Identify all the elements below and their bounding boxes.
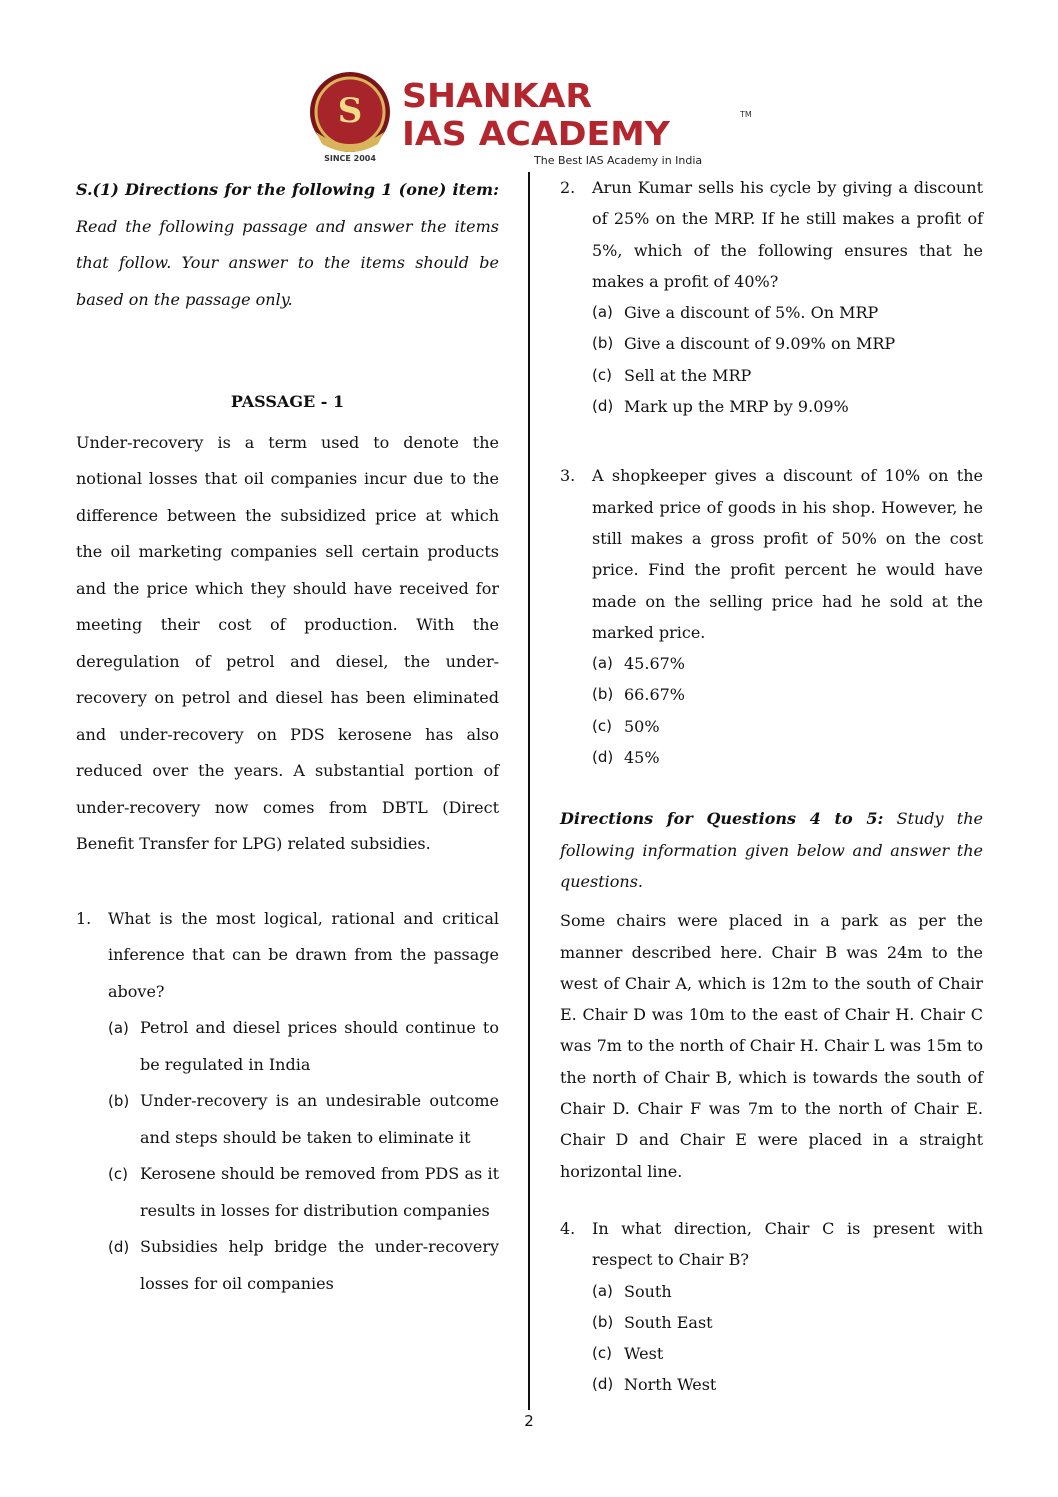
- option-label: (b): [592, 334, 614, 353]
- question-text: A shopkeeper gives a discount of 10% on the marked price of goods in his shop. However, he still makes a gross profit of 50% on the cost price. Find the profit percent he would have made on the selling price had he sold at the marked price.: [592, 466, 983, 642]
- option-text: Kerosene should be removed from PDS as it results in losses for distribution companies: [140, 1164, 499, 1220]
- option-label: (c): [592, 716, 612, 735]
- option-d: [592, 1369, 983, 1400]
- page-number: 2: [524, 1412, 534, 1430]
- option-label: (d): [592, 748, 614, 767]
- option-text: 66.67%: [624, 685, 686, 705]
- option-d: [592, 391, 983, 422]
- directions-label: Directions for Questions 4 to 5:: [560, 809, 884, 829]
- option-b: [592, 679, 983, 710]
- question-3: [560, 460, 983, 773]
- option-a: [592, 648, 983, 679]
- directions-text: Study the following information given below and answer the questions.: [560, 809, 984, 891]
- emblem-letter: S: [337, 91, 363, 131]
- right-column: [560, 172, 983, 1401]
- question-number: 3.: [560, 466, 576, 486]
- option-label: (d): [108, 1238, 130, 1256]
- option-label: (c): [108, 1165, 128, 1183]
- option-c: [592, 711, 983, 742]
- option-label: (c): [592, 1344, 612, 1363]
- emblem-seal-icon: [306, 70, 394, 154]
- option-a: [592, 1276, 983, 1307]
- question-text: What is the most logical, rational and critical inference that can be drawn from the passage above?: [108, 908, 499, 1001]
- question-text: In what direction, Chair C is present with respect to Chair B?: [592, 1218, 983, 1270]
- passage-title: PASSAGE - 1: [230, 392, 345, 411]
- option-text: Give a discount of 5%. On MRP: [624, 303, 879, 323]
- option-b: [108, 1083, 499, 1156]
- option-text: 45.67%: [624, 654, 686, 674]
- option-text: Under-recovery is an undesirable outcome and steps should be taken to eliminate it: [140, 1091, 499, 1147]
- passage-text: Under-recovery is a term used to denote the notional losses that oil companies incur due to the difference between the subsidized price at which the oil marketing companies sell certain products and the price which they should have received for meeting their cost of production. With the deregulation of petrol and diesel, the under-recovery on petrol and diesel has been eliminated and under-recovery on PDS kerosene has also reduced over the years. A substantial portion of under-recovery now comes from DBTL (Direct Benefit Transfer for LPG) related subsidies.: [76, 432, 499, 853]
- option-text: South: [624, 1281, 672, 1301]
- option-label: (d): [592, 1375, 614, 1394]
- option-text: Petrol and diesel prices should continue to be regulated in India: [140, 1018, 499, 1074]
- option-text: Give a discount of 9.09% on MRP: [624, 334, 896, 354]
- option-text: Mark up the MRP by 9.09%: [624, 397, 849, 417]
- option-b: [592, 328, 983, 359]
- since-label: SINCE 2004: [324, 154, 376, 163]
- question-2: [560, 172, 983, 422]
- option-d: [592, 742, 983, 773]
- option-text: North West: [624, 1375, 717, 1395]
- directions-text: Read the following passage and answer the items that follow. Your answer to the items should be based on the passage only.: [76, 216, 499, 309]
- option-text: Subsidies help bridge the under-recovery losses for oil companies: [140, 1237, 499, 1293]
- option-c: [108, 1156, 499, 1229]
- question-4: [560, 1213, 983, 1401]
- option-b: [592, 1307, 983, 1338]
- option-c: [592, 1338, 983, 1369]
- academy-logo: [300, 66, 770, 170]
- option-text: 45%: [624, 748, 660, 768]
- column-divider: [528, 172, 530, 1410]
- directions-label: S.(1) Directions for the following 1 (one) item:: [76, 180, 499, 199]
- question-number: 1.: [76, 908, 92, 928]
- option-label: (a): [108, 1019, 129, 1037]
- option-label: (b): [592, 1312, 614, 1331]
- option-label: (d): [592, 397, 614, 416]
- option-text: South East: [624, 1312, 713, 1332]
- question-number: 2.: [560, 178, 576, 197]
- option-d: [108, 1229, 499, 1302]
- option-label: (b): [108, 1092, 130, 1110]
- option-label: (a): [592, 1281, 613, 1300]
- option-a: [592, 297, 983, 328]
- option-label: (b): [592, 685, 614, 704]
- question-1: [76, 901, 499, 1303]
- option-a: [108, 1010, 499, 1083]
- option-label: (c): [592, 365, 612, 384]
- trademark-mark: TM: [740, 110, 752, 119]
- option-c: [592, 360, 983, 391]
- directions-q4-5: [560, 803, 983, 897]
- question-number: 4.: [560, 1218, 576, 1238]
- tagline: The Best IAS Academy in India: [534, 154, 703, 167]
- chairs-info-text: Some chairs were placed in a park as per the manner described here. Chair B was 24m to the west of Chair A, which is 12m to the south of Chair E. Chair D was 10m to the east of Chair H. Chair C was 7m to the north of Chair H. Chair L was 15m to the north of Chair B, which is towards the south of Chair D. Chair F was 7m to the north of Chair E. Chair D and Chair E were placed in a straight horizontal line.: [560, 911, 983, 1181]
- question-text: Arun Kumar sells his cycle by giving a discount of 25% on the MRP. If he still makes a profit of 5%, which of the following ensures that he makes a profit of 40%?: [592, 178, 983, 291]
- option-text: Sell at the MRP: [624, 365, 752, 385]
- option-label: (a): [592, 654, 613, 673]
- option-text: 50%: [624, 716, 660, 736]
- option-text: West: [624, 1344, 664, 1364]
- brand-name-line1: SHANKAR: [402, 76, 593, 115]
- option-label: (a): [592, 303, 613, 322]
- directions-s1: [76, 172, 499, 318]
- left-column: [76, 172, 499, 1302]
- brand-name-line2: IAS ACADEMY: [402, 114, 670, 153]
